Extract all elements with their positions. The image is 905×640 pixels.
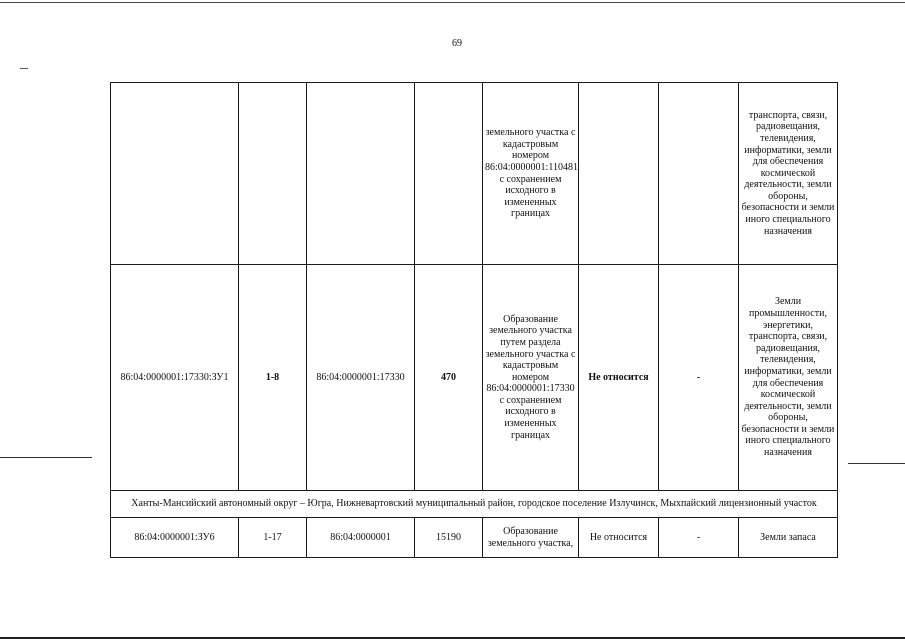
table-row-zu6: [111, 518, 838, 558]
table-row-continuation: [111, 83, 838, 265]
cell-method: Образование земельного участка путем раздела земельного участка с кадастровым номером 86:04:0000001:17330 с сохранением исходного в измененных границах: [483, 265, 579, 491]
cell-cadastral-zu: 86:04:0000001:17330:ЗУ1: [111, 265, 239, 491]
cell-category-relation: [579, 83, 659, 265]
scan-edge-bottom: [0, 637, 905, 639]
cell-parent-plot: 86:04:0000001:17330: [307, 265, 415, 491]
cell-contour: 1-17: [239, 518, 307, 558]
cell-area: 470: [415, 265, 483, 491]
region-header: Ханты-Мансийский автономный округ – Югра, Нижневартовский муниципальный район, городское поселение Излучинск, Мыхпайский лицензионный участок: [111, 491, 838, 518]
cell-contour: 1-8: [239, 265, 307, 491]
cell-area: [415, 83, 483, 265]
cell-cadastral-zu: 86:04:0000001:ЗУ6: [111, 518, 239, 558]
scan-dash-mark: [20, 68, 28, 69]
cell-category-relation: Не относится: [579, 518, 659, 558]
scan-edge-right-line: [848, 463, 905, 464]
cell-parent-plot: [307, 83, 415, 265]
cell-extra: -: [659, 265, 739, 491]
table-row-zu1: [111, 265, 838, 491]
scan-edge-top: [0, 2, 905, 3]
region-header-row: [111, 491, 838, 518]
cell-land-category: Земли запаса: [739, 518, 838, 558]
cell-area: 15190: [415, 518, 483, 558]
cell-cadastral-zu: [111, 83, 239, 265]
cell-method: земельного участка с кадастровым номером 86:04:0000001:110481 с сохранением исходного в измененных границах: [483, 83, 579, 265]
cell-category-relation: Не относится: [579, 265, 659, 491]
cell-parent-plot: 86:04:0000001: [307, 518, 415, 558]
scan-edge-left-line: [0, 457, 92, 458]
cell-method: Образование земельного участка,: [483, 518, 579, 558]
cell-extra: -: [659, 518, 739, 558]
cell-land-category: транспорта, связи, радиовещания, телевидения, информатики, земли для обеспечения космической деятельности, земли обороны, безопасности и земли иного специального назначения: [739, 83, 838, 265]
land-plots-table: [110, 82, 838, 558]
cell-land-category: Земли промышленности, энергетики, транспорта, связи, радиовещания, телевидения, информатики, земли для обеспечения космической деятельности, земли обороны, безопасности и земли иного специального назначения: [739, 265, 838, 491]
page-number: 69: [452, 38, 462, 49]
cell-contour: [239, 83, 307, 265]
cell-extra: [659, 83, 739, 265]
